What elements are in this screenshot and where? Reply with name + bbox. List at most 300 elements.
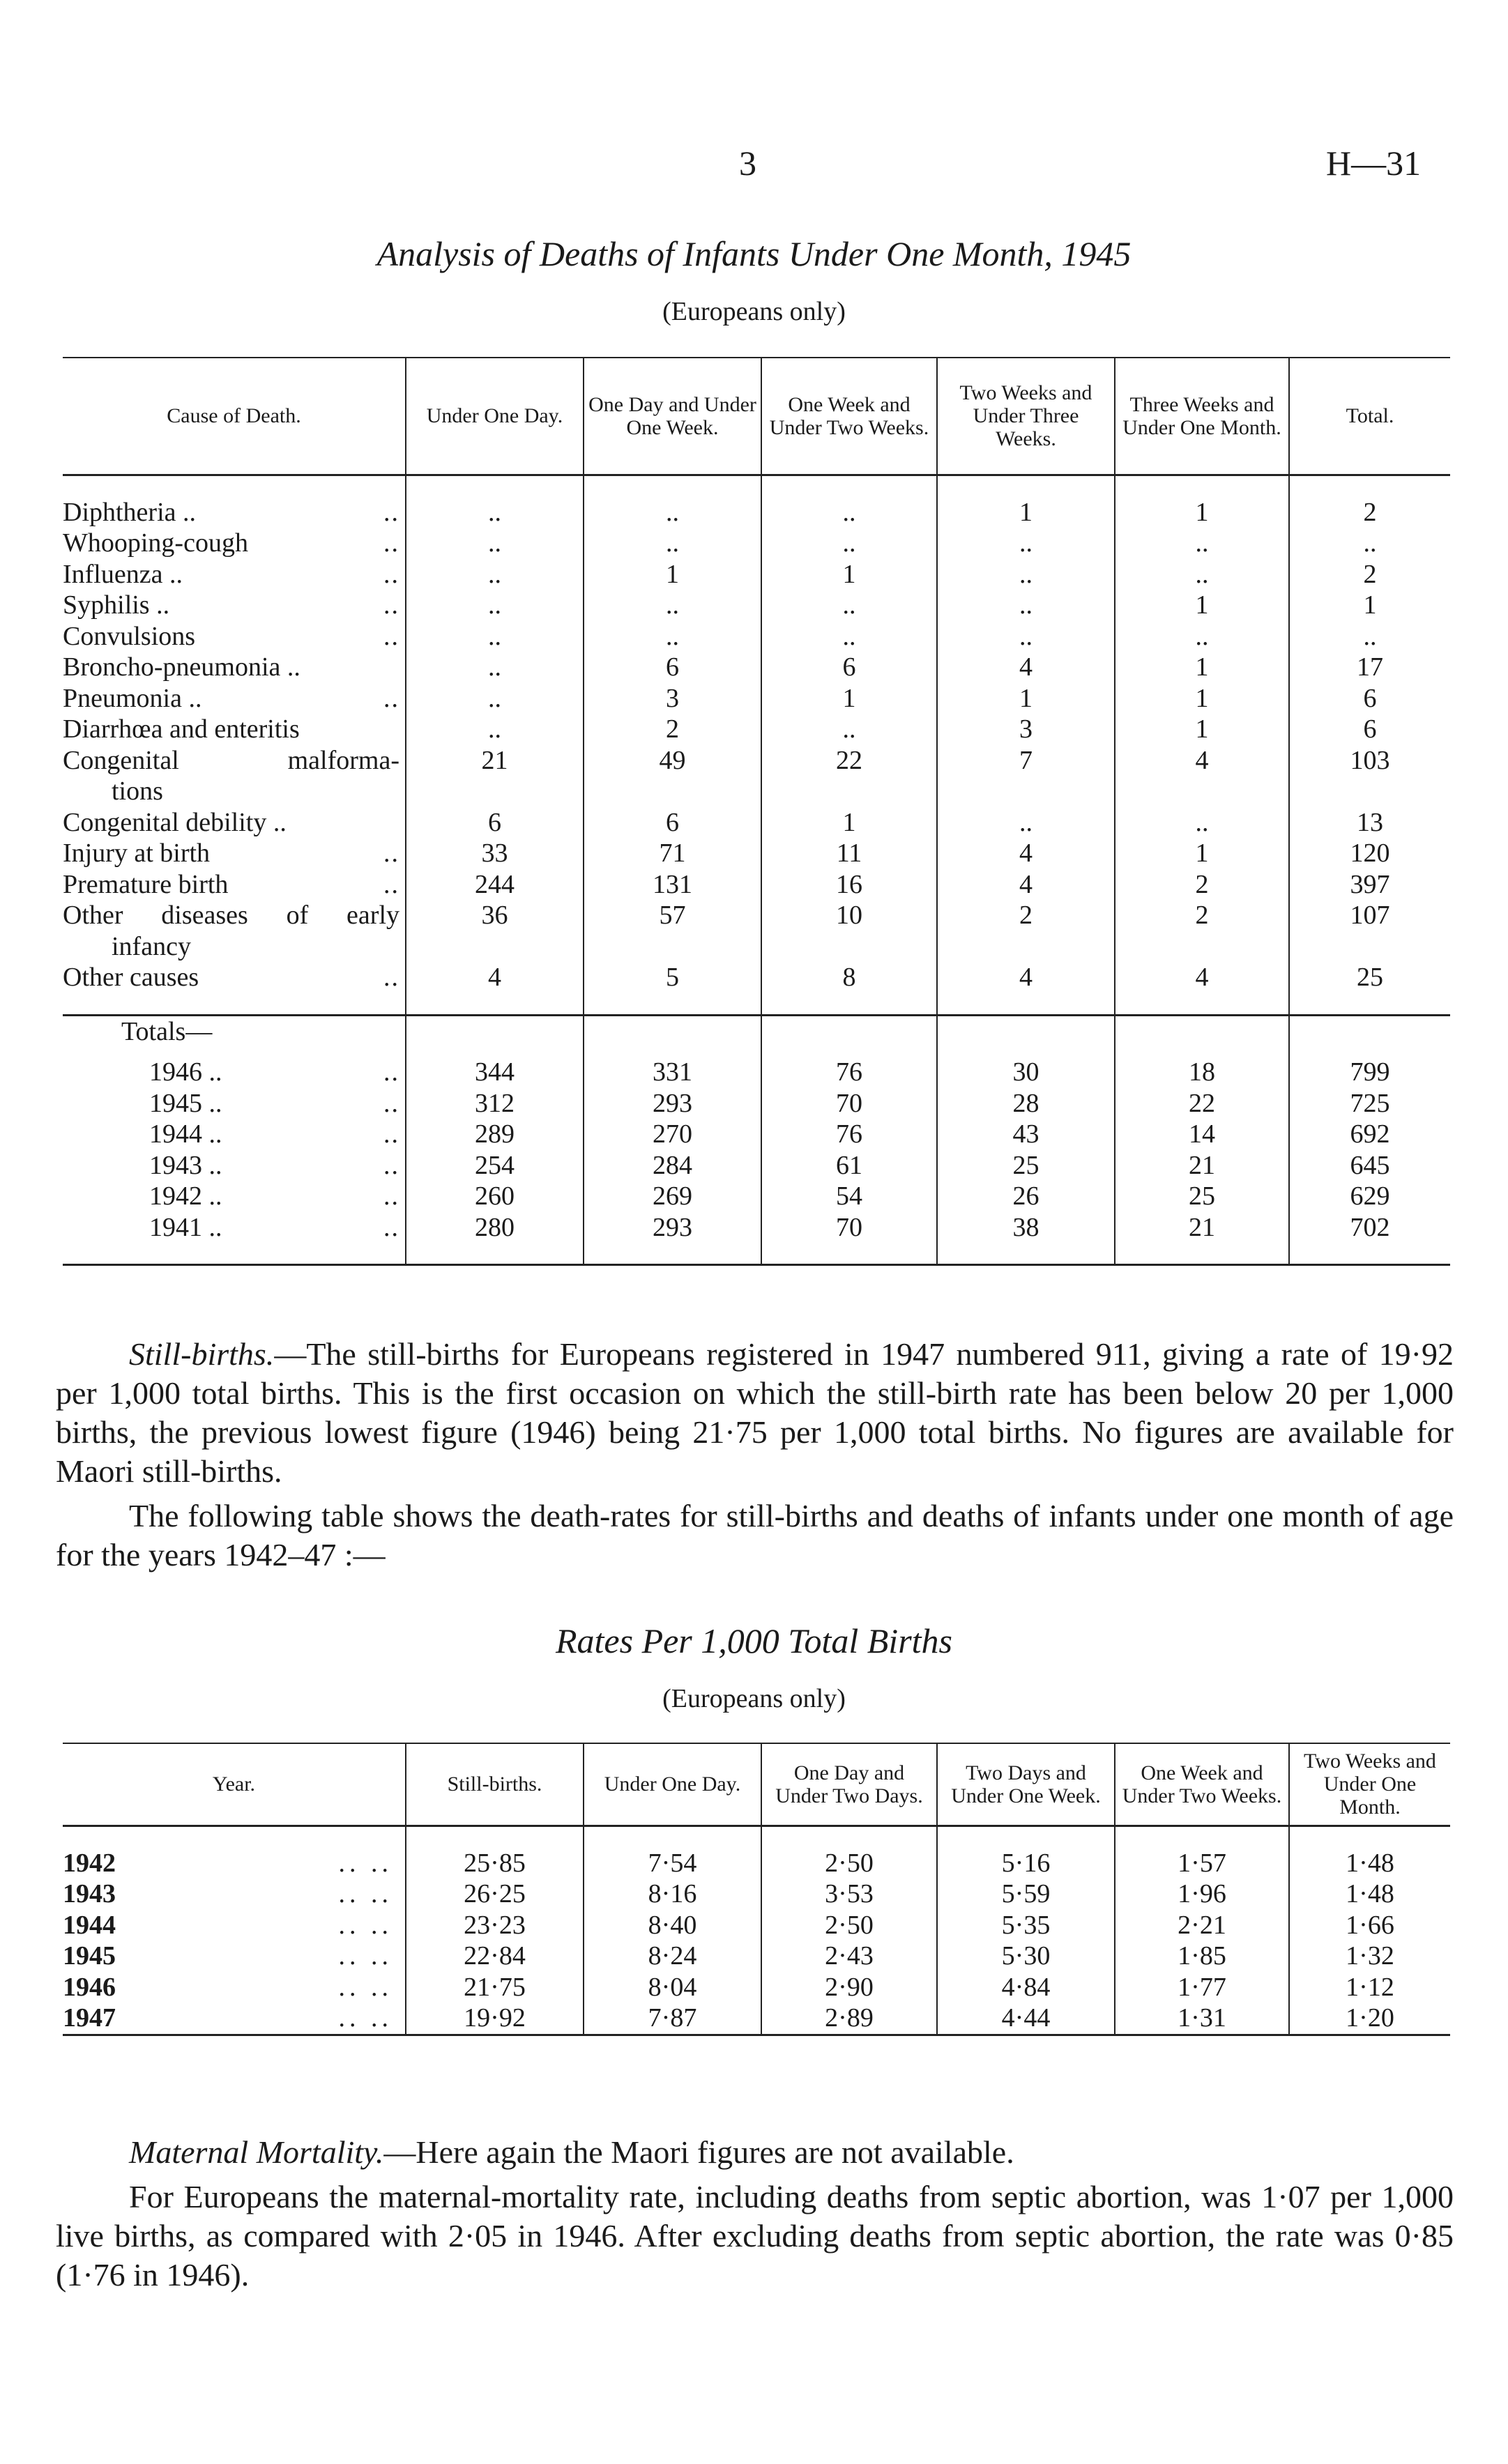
spacer-cell	[1289, 993, 1450, 1016]
table1-subtitle: (Europeans only)	[662, 297, 846, 326]
cause-cell	[63, 900, 406, 962]
year-label-wrap	[63, 1848, 405, 1879]
value-cell: ..	[406, 590, 584, 621]
leader-dots: ..	[383, 1057, 399, 1087]
value-cell: 38	[937, 1212, 1115, 1244]
col-header: Total.	[1289, 358, 1450, 475]
table-row	[63, 683, 1450, 714]
totals-row	[63, 1212, 1450, 1244]
value-cell: ..	[1289, 528, 1450, 559]
spacer-cell	[63, 1243, 406, 1265]
value-cell: 1·96	[1115, 1878, 1289, 1910]
value-cell: 1·32	[1289, 1941, 1450, 1972]
cause-label-continued: infancy	[112, 931, 191, 961]
value-cell: 30	[937, 1057, 1115, 1088]
leader-dots: ..	[383, 559, 399, 589]
cause-label: Whooping-cough	[63, 528, 248, 558]
totals-row	[63, 1181, 1450, 1212]
value-cell: 120	[1289, 838, 1450, 869]
col-header: Two Days and Under One Week.	[937, 1743, 1115, 1826]
table-row	[63, 1848, 1450, 1879]
value-cell: 3	[937, 714, 1115, 745]
value-cell: 2·43	[761, 1941, 937, 1972]
leader-dots: .. ..	[338, 1848, 393, 1878]
value-cell: ..	[406, 652, 584, 683]
value-cell: 6	[584, 807, 761, 839]
maternal-para2: For Europeans the maternal-mortality rate, including deaths from septic abortion, was 1·07 per 1,000 live births, as compared with 2·05 in 1946. After excluding deaths from septic abortion, the rate was 0·85 (1·76 in 1946).	[56, 2179, 1454, 2293]
year-label-wrap	[63, 1150, 405, 1181]
table-row	[63, 1878, 1450, 1910]
value-cell: 4	[937, 652, 1115, 683]
value-cell: 629	[1289, 1181, 1450, 1212]
table-row	[63, 1972, 1450, 2003]
cause-label: Broncho-pneumonia ..	[63, 652, 300, 682]
spacer-cell	[761, 1243, 937, 1265]
value-cell: 5·59	[937, 1878, 1115, 1910]
leader-dots: ..	[383, 1088, 399, 1118]
value-cell: 21·75	[406, 1972, 584, 2003]
value-cell: 702	[1289, 1212, 1450, 1244]
col-header: Two Weeks and Under One Month.	[1289, 1743, 1450, 1826]
year-cell	[63, 1150, 406, 1181]
year-label: 1945 ..	[149, 1088, 222, 1118]
year-cell	[63, 1972, 406, 2003]
cause-label-wrap	[63, 528, 405, 559]
cause-cell	[63, 962, 406, 993]
infant-deaths-table	[63, 357, 1450, 1266]
still-births-lead: Still-births.	[129, 1336, 275, 1372]
value-cell: 22	[761, 745, 937, 807]
value-cell: 17	[1289, 652, 1450, 683]
value-cell: 6	[761, 652, 937, 683]
spacer-cell	[1289, 475, 1450, 497]
value-cell: 22	[1115, 1088, 1289, 1119]
cause-label-wrap	[63, 962, 405, 993]
value-cell: 8·24	[584, 1941, 761, 1972]
cause-label-wrap	[63, 869, 405, 901]
value-cell: 2	[1289, 497, 1450, 528]
leader-dots: .. ..	[338, 1941, 393, 1971]
value-cell: ..	[1115, 621, 1289, 652]
spacer-cell	[584, 1015, 761, 1057]
value-cell: ..	[937, 528, 1115, 559]
leader-dots: ..	[383, 963, 399, 992]
value-cell: 2·89	[761, 2003, 937, 2035]
value-cell: 344	[406, 1057, 584, 1088]
cause-cell	[63, 869, 406, 901]
cause-label-wrap	[63, 838, 405, 869]
value-cell: 21	[1115, 1212, 1289, 1244]
value-cell: 25	[1115, 1181, 1289, 1212]
table-row	[63, 900, 1450, 962]
cause-label: Diphtheria ..	[63, 497, 197, 527]
value-cell: ..	[937, 621, 1115, 652]
year-cell	[63, 1119, 406, 1150]
totals-label: Totals—	[121, 1016, 213, 1046]
spacer-cell	[1115, 1826, 1289, 1848]
value-cell: 8·40	[584, 1910, 761, 1941]
rates-table	[63, 1743, 1450, 2036]
value-cell: 254	[406, 1150, 584, 1181]
value-cell: 2·50	[761, 1848, 937, 1879]
cause-label-wrap	[63, 497, 405, 528]
table-row	[63, 559, 1450, 590]
year-label-wrap	[63, 1212, 405, 1244]
spacer-cell	[761, 993, 937, 1016]
value-cell: 70	[761, 1088, 937, 1119]
value-cell: 76	[761, 1057, 937, 1088]
value-cell: 1	[1115, 652, 1289, 683]
value-cell: 1·57	[1115, 1848, 1289, 1879]
value-cell: ..	[584, 590, 761, 621]
col-header-cause: Cause of Death.	[167, 404, 301, 428]
spacer-cell	[761, 1015, 937, 1057]
table2-title: Rates Per 1,000 Total Births	[555, 1621, 953, 1660]
value-cell: 692	[1289, 1119, 1450, 1150]
table-row	[63, 807, 1450, 839]
spacer-cell	[1289, 1243, 1450, 1265]
value-cell: 289	[406, 1119, 584, 1150]
cause-label: Pneumonia ..	[63, 683, 202, 713]
value-cell: ..	[761, 497, 937, 528]
year-label-wrap	[63, 2003, 405, 2034]
table-row	[63, 1941, 1450, 1972]
cause-cell	[63, 621, 406, 652]
value-cell: 1·66	[1289, 1910, 1450, 1941]
value-cell: 1	[1115, 838, 1289, 869]
value-cell: ..	[406, 683, 584, 714]
totals-row	[63, 1150, 1450, 1181]
value-cell: 397	[1289, 869, 1450, 901]
col-header: Under One Day.	[584, 1743, 761, 1826]
value-cell: 1·20	[1289, 2003, 1450, 2035]
page-number: 3	[739, 144, 756, 183]
value-cell: 293	[584, 1212, 761, 1244]
value-cell: 8	[761, 962, 937, 993]
year-label: 1943	[63, 1879, 116, 1908]
maternal-text: —Here again the Maori figures are not available.	[383, 2134, 1014, 2170]
value-cell: 13	[1289, 807, 1450, 839]
value-cell: 4	[937, 869, 1115, 901]
spacer-cell	[761, 475, 937, 497]
col-header: One Day and Under Two Days.	[761, 1743, 937, 1826]
value-cell: ..	[937, 590, 1115, 621]
spacer-cell	[761, 1826, 937, 1848]
cause-cell	[63, 807, 406, 839]
value-cell: 33	[406, 838, 584, 869]
year-label: 1945	[63, 1941, 116, 1971]
leader-dots: ..	[383, 869, 399, 899]
leader-dots: .. ..	[338, 1879, 393, 1908]
value-cell: 1	[1289, 590, 1450, 621]
totals-row	[63, 1119, 1450, 1150]
value-cell: 2	[1115, 900, 1289, 962]
value-cell: 293	[584, 1088, 761, 1119]
value-cell: 1·48	[1289, 1878, 1450, 1910]
value-cell: 269	[584, 1181, 761, 1212]
table-row	[63, 745, 1450, 807]
year-label: 1942 ..	[149, 1181, 222, 1211]
year-label-wrap	[63, 1119, 405, 1150]
leader-dots: ..	[383, 497, 399, 527]
value-cell: 49	[584, 745, 761, 807]
cause-label: Premature birth	[63, 869, 229, 899]
value-cell: 1·12	[1289, 1972, 1450, 2003]
cause-label-wrap	[63, 683, 405, 714]
year-label-wrap	[63, 1181, 405, 1212]
table2-subtitle: (Europeans only)	[662, 1684, 846, 1713]
table-row	[63, 1910, 1450, 1941]
value-cell: 6	[1289, 714, 1450, 745]
table-row	[63, 962, 1450, 993]
spacer-cell	[63, 475, 406, 497]
table-row	[63, 869, 1450, 901]
value-cell: 2	[1115, 869, 1289, 901]
col-header: Three Weeks and Under One Month.	[1115, 358, 1289, 475]
value-cell: 5·16	[937, 1848, 1115, 1879]
value-cell: 1	[937, 497, 1115, 528]
value-cell: 645	[1289, 1150, 1450, 1181]
value-cell: 1	[584, 559, 761, 590]
value-cell: 4	[406, 962, 584, 993]
year-label: 1947	[63, 2003, 116, 2033]
cause-cell	[63, 559, 406, 590]
value-cell: 57	[584, 900, 761, 962]
document-code: H—31	[1326, 144, 1422, 183]
value-cell: 21	[1115, 1150, 1289, 1181]
value-cell: 7·54	[584, 1848, 761, 1879]
year-label-wrap	[63, 1941, 405, 1972]
leader-dots: ..	[383, 839, 399, 868]
value-cell: 1	[761, 559, 937, 590]
spacer-cell	[584, 475, 761, 497]
value-cell: ..	[406, 528, 584, 559]
value-cell: ..	[1289, 621, 1450, 652]
table-row	[63, 621, 1450, 652]
spacer-cell	[937, 1243, 1115, 1265]
leader-dots: ..	[383, 1181, 399, 1211]
value-cell: ..	[1115, 559, 1289, 590]
value-cell: 131	[584, 869, 761, 901]
value-cell: ..	[406, 621, 584, 652]
spacer-cell	[937, 475, 1115, 497]
value-cell: ..	[406, 559, 584, 590]
value-cell: ..	[1115, 528, 1289, 559]
spacer-cell	[1289, 1826, 1450, 1848]
spacer-cell	[406, 1015, 584, 1057]
year-cell	[63, 2003, 406, 2035]
spacer-row	[63, 1243, 1450, 1265]
value-cell: 4	[1115, 745, 1289, 807]
value-cell: 799	[1289, 1057, 1450, 1088]
value-cell: 260	[406, 1181, 584, 1212]
spacer-cell	[1115, 1243, 1289, 1265]
value-cell: ..	[584, 528, 761, 559]
value-cell: 8·16	[584, 1878, 761, 1910]
year-cell	[63, 1910, 406, 1941]
leader-dots: .. ..	[338, 2003, 393, 2033]
leader-dots: ..	[383, 621, 399, 651]
year-cell	[63, 1057, 406, 1088]
cause-label: Congenital debility ..	[63, 807, 287, 837]
value-cell: 2·90	[761, 1972, 937, 2003]
value-cell: 6	[1289, 683, 1450, 714]
value-cell: 54	[761, 1181, 937, 1212]
spacer-cell	[1289, 1015, 1450, 1057]
value-cell: 1	[761, 807, 937, 839]
year-cell	[63, 1212, 406, 1244]
value-cell: ..	[584, 497, 761, 528]
spacer-cell	[1115, 475, 1289, 497]
cause-label-wrap	[63, 621, 405, 652]
spacer-cell	[406, 1243, 584, 1265]
value-cell: 16	[761, 869, 937, 901]
value-cell: 331	[584, 1057, 761, 1088]
value-cell: 26	[937, 1181, 1115, 1212]
value-cell: 2	[584, 714, 761, 745]
year-label-wrap	[63, 1878, 405, 1910]
value-cell: 8·04	[584, 1972, 761, 2003]
value-cell: 61	[761, 1150, 937, 1181]
cause-label: Influenza ..	[63, 559, 183, 589]
year-label-wrap	[63, 1088, 405, 1119]
value-cell: 4·44	[937, 2003, 1115, 2035]
year-cell	[63, 1181, 406, 1212]
value-cell: 25	[1289, 962, 1450, 993]
year-label: 1946 ..	[149, 1057, 222, 1087]
col-header: One Week and Under Two Weeks.	[761, 358, 937, 475]
leader-dots: ..	[383, 528, 399, 558]
value-cell: 5	[584, 962, 761, 993]
value-cell: 28	[937, 1088, 1115, 1119]
cause-cell	[63, 528, 406, 559]
table-row	[63, 590, 1450, 621]
value-cell: 1	[1115, 497, 1289, 528]
year-cell	[63, 1941, 406, 1972]
cause-label: Other diseases of early	[63, 901, 399, 930]
value-cell: ..	[584, 621, 761, 652]
cause-label: Congenital malforma-	[63, 745, 399, 775]
spacer-cell	[937, 1826, 1115, 1848]
value-cell: ..	[937, 559, 1115, 590]
value-cell: 4	[937, 838, 1115, 869]
year-label: 1942	[63, 1848, 116, 1878]
year-label-wrap	[63, 1057, 405, 1088]
table-row	[63, 838, 1450, 869]
spacer-cell	[937, 993, 1115, 1016]
value-cell: ..	[761, 621, 937, 652]
leader-dots: .. ..	[338, 1910, 393, 1940]
cause-cell	[63, 838, 406, 869]
value-cell: 4	[937, 962, 1115, 993]
value-cell: ..	[761, 590, 937, 621]
still-births-text: —The still-births for Europeans registered in 1947 numbered 911, giving a rate of 19·92 per 1,000 total births. This is the first occasion on which the still-birth rate has been below 20 per 1,000 births, the previous lowest figure (1946) being 21·75 per 1,000 total births. No figures are available for Maori still-births.	[56, 1336, 1454, 1489]
value-cell: ..	[761, 714, 937, 745]
year-cell	[63, 1088, 406, 1119]
cause-label: Injury at birth	[63, 839, 211, 868]
year-label-wrap	[63, 1972, 405, 2003]
value-cell: 3·53	[761, 1878, 937, 1910]
cause-label-wrap	[63, 714, 405, 745]
value-cell: 725	[1289, 1088, 1450, 1119]
value-cell: 18	[1115, 1057, 1289, 1088]
value-cell: 25·85	[406, 1848, 584, 1879]
value-cell: 1	[761, 683, 937, 714]
col-header: Still-births.	[406, 1743, 584, 1826]
col-header: One Week and Under Two Weeks.	[1115, 1743, 1289, 1826]
value-cell: 43	[937, 1119, 1115, 1150]
value-cell: 2	[1289, 559, 1450, 590]
cause-label: Other causes	[63, 963, 199, 992]
year-cell	[63, 1878, 406, 1910]
value-cell: 11	[761, 838, 937, 869]
value-cell: 5·35	[937, 1910, 1115, 1941]
col-header: Two Weeks and Under Three Weeks.	[937, 358, 1115, 475]
value-cell: 1·77	[1115, 1972, 1289, 2003]
cause-label: Convulsions	[63, 621, 196, 651]
value-cell: 1	[1115, 714, 1289, 745]
year-label: 1944 ..	[149, 1119, 222, 1149]
leader-dots: ..	[383, 1212, 399, 1242]
value-cell: 1·48	[1289, 1848, 1450, 1879]
year-cell	[63, 1848, 406, 1879]
still-births-paragraph	[56, 1335, 1454, 1575]
totals-label-cell	[63, 1015, 406, 1057]
totals-row	[63, 1057, 1450, 1088]
spacer-cell	[584, 1243, 761, 1265]
leader-dots: ..	[383, 590, 399, 620]
table-row	[63, 652, 1450, 683]
value-cell: 70	[761, 1212, 937, 1244]
year-label-wrap	[63, 1910, 405, 1941]
value-cell: 1·85	[1115, 1941, 1289, 1972]
value-cell: 19·92	[406, 2003, 584, 2035]
spacer-cell	[63, 993, 406, 1016]
table1-title: Analysis of Deaths of Infants Under One Month, 1945	[376, 234, 1132, 273]
cause-label-wrap	[63, 590, 405, 621]
cause-cell	[63, 652, 406, 683]
value-cell: 4	[1115, 962, 1289, 993]
following-text: The following table shows the death-rates for still-births and deaths of infants under one month of age for the years 1942–47 :—	[56, 1498, 1454, 1572]
spacer-cell	[406, 475, 584, 497]
cause-label: Diarrhœa and enteritis	[63, 714, 300, 744]
value-cell: 2·50	[761, 1910, 937, 1941]
spacer-cell	[406, 1826, 584, 1848]
value-cell: 1	[1115, 590, 1289, 621]
table-row	[63, 2003, 1450, 2035]
value-cell: 21	[406, 745, 584, 807]
value-cell: 7	[937, 745, 1115, 807]
value-cell: ..	[1115, 807, 1289, 839]
cause-cell	[63, 590, 406, 621]
table-row	[63, 714, 1450, 745]
col-header: Under One Day.	[406, 358, 584, 475]
cause-cell	[63, 745, 406, 807]
cause-label-wrap	[63, 652, 405, 683]
value-cell: 22·84	[406, 1941, 584, 1972]
spacer-cell	[63, 1826, 406, 1848]
value-cell: 312	[406, 1088, 584, 1119]
value-cell: 2	[937, 900, 1115, 962]
leader-dots: ..	[383, 683, 399, 713]
table-row	[63, 497, 1450, 528]
leader-dots: ..	[383, 1150, 399, 1180]
col-header-year: Year.	[212, 1773, 256, 1796]
value-cell: ..	[937, 807, 1115, 839]
year-label: 1946	[63, 1972, 116, 2002]
col-header: One Day and Under One Week.	[584, 358, 761, 475]
spacer-cell	[584, 1826, 761, 1848]
